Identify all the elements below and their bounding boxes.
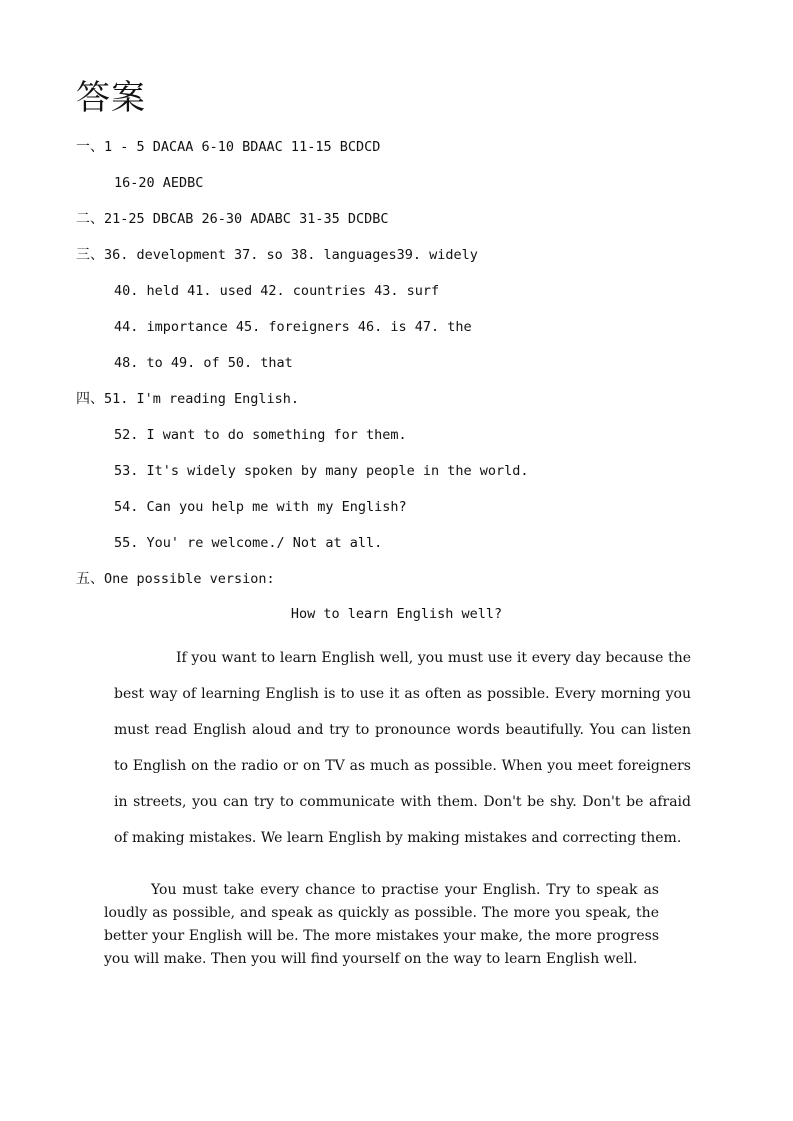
essay-paragraph-1: If you want to learn English well, you must use it every day because the best way of learning English is to use it as often as possible. Every morning you must read English aloud and try to pronounce words beautifully. You can listen to English on the radio or on TV as much as possible. When you meet foreigners in streets, you can try to communicate with them. Don't be shy. Don't be afraid of making mistakes. We learn English by making mistakes and correcting them. <box>114 650 691 846</box>
section-1-answers-1: 1 - 5 DACAA 6-10 BDAAC 11-15 BCDCD <box>104 139 381 155</box>
section-4-line-1: 51. I'm reading English. <box>104 391 300 407</box>
section-5-row <box>76 569 275 589</box>
section-3-row-1 <box>76 245 478 265</box>
essay-paragraph-2: You must take every chance to practise your English. Try to speak as loudly as possible, and speak as quickly as possible. The more you speak, the better your English will be. The more mistakes your make, the more progress you will make. Then you will find yourself on the way to learn English well. <box>104 882 659 967</box>
section-3-line-3: 44. importance 45. foreigners 46. is 47. the <box>114 319 472 335</box>
page-title: 答案 <box>76 78 146 118</box>
section-2-marker: 二、 <box>76 211 104 227</box>
section-5-intro: One possible version: <box>104 571 275 587</box>
essay-title: How to learn English well? <box>290 606 503 622</box>
section-3-line-2: 40. held 41. used 42. countries 43. surf <box>114 283 440 299</box>
section-4-row-1 <box>76 389 299 409</box>
section-1-row-1 <box>76 137 380 157</box>
section-2-row <box>76 209 388 229</box>
section-3-line-4: 48. to 49. of 50. that <box>114 355 293 371</box>
section-1-answers-2: 16-20 AEDBC <box>114 175 204 191</box>
section-3-line-1: 36. development 37. so 38. languages39. widely <box>104 247 478 263</box>
section-3-marker: 三、 <box>76 247 104 263</box>
section-4-line-4: 54. Can you help me with my English? <box>114 499 407 515</box>
section-4-line-3: 53. It's widely spoken by many people in the world. <box>114 463 529 479</box>
section-5-marker: 五、 <box>76 571 104 587</box>
section-4-marker: 四、 <box>76 391 104 407</box>
section-1-marker: 一、 <box>76 139 104 155</box>
section-2-answers: 21-25 DBCAB 26-30 ADABC 31-35 DCDBC <box>104 211 389 227</box>
section-4-line-5: 55. You' re welcome./ Not at all. <box>114 535 383 551</box>
section-4-line-2: 52. I want to do something for them. <box>114 427 407 443</box>
